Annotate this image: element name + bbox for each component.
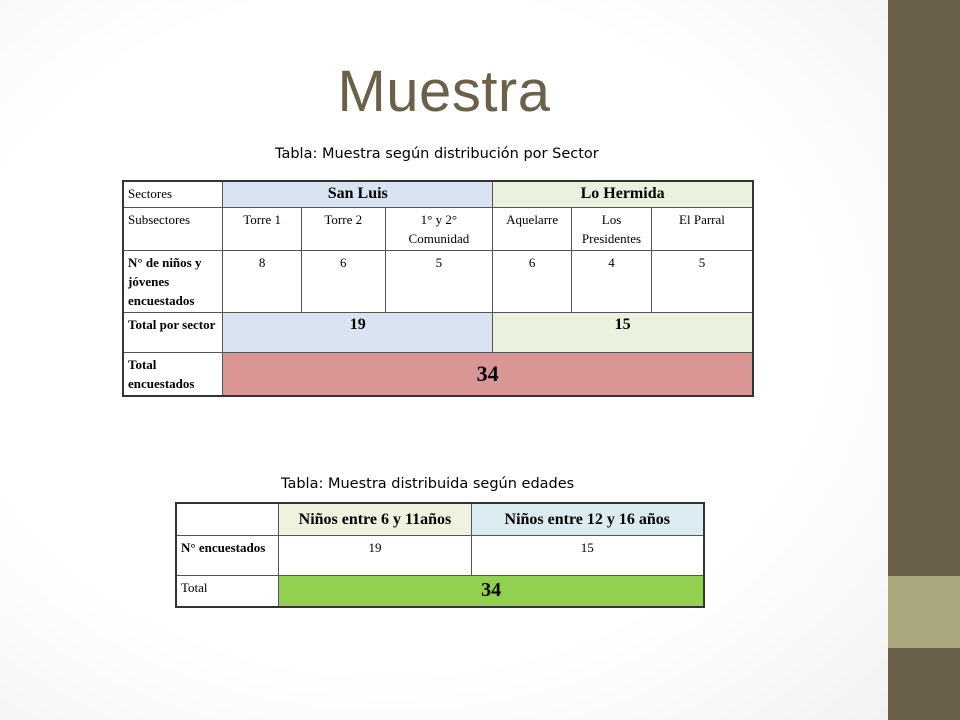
subsector-value: 5 [651,250,753,312]
side-bar-accent [888,576,960,648]
sector-total-lo-hermida: 15 [493,312,753,352]
table1-caption: Tabla: Muestra según distribución por Sector [275,146,599,162]
row-label-total: Total encuestados [123,352,223,396]
table2-caption: Tabla: Muestra distribuida según edades [281,476,575,492]
row-label-sectores: Sectores [123,181,223,207]
subsector-name: El Parral [651,207,753,250]
subsector-value: 6 [301,250,385,312]
sector-table [122,180,754,397]
row-label-total: Total [176,575,279,607]
sector-total-san-luis: 19 [223,312,493,352]
subsector-name: Torre 1 [223,207,302,250]
subsector-name: Los Presidentes [572,207,652,250]
age-value: 19 [279,535,471,575]
row-label-encuestados: N° encuestados [176,535,279,575]
sector-san-luis: San Luis [223,181,493,207]
subsector-name: Aquelarre [493,207,572,250]
grand-total: 34 [279,575,704,607]
row-label-total-sector: Total por sector [123,312,223,352]
grand-total: 34 [223,352,753,396]
subsector-value: 8 [223,250,302,312]
row-label-subsectores: Subsectores [123,207,223,250]
age-value: 15 [471,535,704,575]
slide-title: Muestra [337,59,551,124]
empty-corner-cell [176,503,279,535]
header-age-12-16: Niños entre 12 y 16 años [471,503,704,535]
subsector-name: Torre 2 [301,207,385,250]
sector-lo-hermida: Lo Hermida [493,181,753,207]
age-table [175,502,705,608]
row-label-encuestados: N° de niños y jóvenes encuestados [123,250,223,312]
subsector-name: 1° y 2° Comunidad [385,207,493,250]
subsector-value: 6 [493,250,572,312]
subsector-value: 5 [385,250,493,312]
subsector-value: 4 [572,250,652,312]
header-age-6-11: Niños entre 6 y 11años [279,503,471,535]
